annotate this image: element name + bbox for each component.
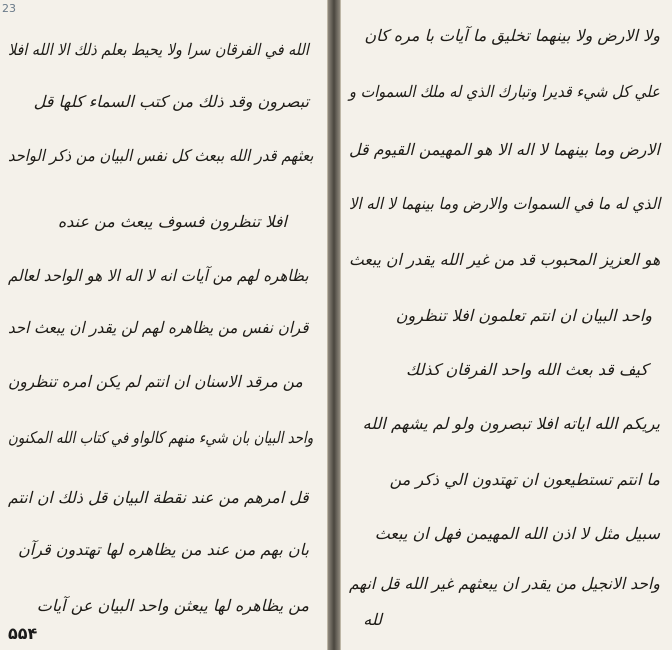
left-line-8: واحد البيان بان شيء منهم كالواو في كتاب الله المكنون (7, 428, 313, 447)
left-line-7: من مرقد الاسنان ان انتم لم يكن امره تنظرون (8, 372, 303, 391)
right-line-10: سبيل مثل لا اذن الله المهيمن فهل ان يبعث (374, 524, 660, 543)
right-line-4: الذي له ما في السموات والارض وما بينهما لا اله الا (348, 194, 660, 213)
right-line-12: لله (363, 610, 382, 629)
right-line-5: هو العزيز المحبوب قد من غير الله يقدر ان يبعث (348, 250, 660, 269)
left-line-5: بظاهره لهم من آيات انه لا اله الا هو الواحد لعالم (8, 266, 309, 285)
corner-mark: 23 (2, 2, 16, 15)
right-line-8: يريكم الله اياته افلا تبصرون ولو لم يشهم الله (362, 414, 660, 433)
right-line-7: كيف قد بعث الله واحد الفرقان كذلك (406, 360, 648, 379)
left-line-1: الله في الفرقان سرا ولا يحيط بعلم ذلك الا الله افلا (8, 40, 309, 59)
left-line-9: قل امرهم من عند نقطة البيان قل ذلك ان انتم (8, 488, 309, 507)
left-line-11: من يظاهره لها يبعثن واحد البيان عن آيات (36, 596, 309, 615)
left-line-4: افلا تنظرون فسوف يبعث من عنده (57, 212, 287, 231)
right-line-1: ولا الارض ولا بينهما تخليق ما آيات با مره كان (364, 26, 660, 45)
left-line-3: بعثهم قدر الله ببعث كل نفس البيان من ذكر الواحد (7, 146, 313, 165)
right-line-9: ما انتم تستطيعون ان تهتدون الي ذكر من (389, 470, 660, 489)
right-page (340, 0, 672, 650)
left-line-2: تبصرون وقد ذلك من كتب السماء كلها قل (33, 92, 309, 111)
right-line-6: واحد البيان ان انتم تعلمون افلا تنظرون (395, 306, 652, 325)
left-line-10: بان بهم من عند من يظاهره لها تهتدون قرآن (18, 540, 309, 559)
page-number: ۵۵۴ (8, 624, 38, 643)
right-line-11: واحد الانجيل من يقدر ان يبعثهم غير الله قل انهم (349, 574, 660, 593)
right-line-3: الارض وما بينهما لا اله الا هو المهيمن القيوم قل (349, 140, 660, 159)
left-line-6: قران نفس من يظاهره لهم لن يقدر ان يبعث احد (8, 318, 309, 337)
right-line-2: علي كل شيء قديرا وتبارك الذي له ملك السموات و (349, 82, 660, 101)
book-gutter (328, 0, 340, 650)
left-page (0, 0, 328, 650)
